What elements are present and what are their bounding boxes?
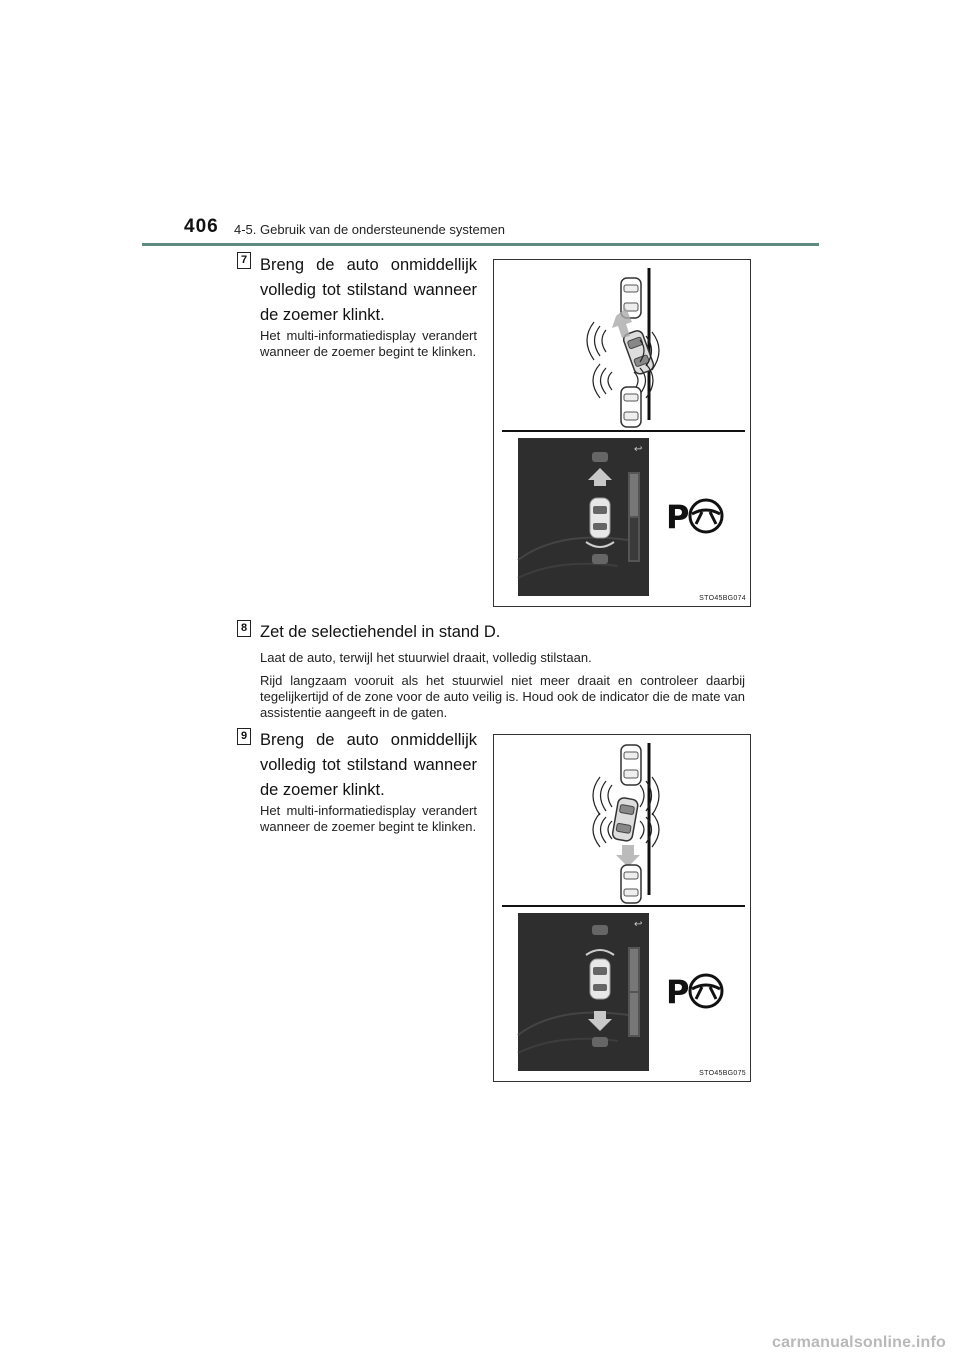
- parking-p-icon: P: [666, 498, 690, 536]
- watermark: carmanualsonline.info: [771, 1334, 946, 1351]
- forward-car-icon: [590, 959, 610, 999]
- sensor-segment: [592, 1037, 608, 1047]
- step-7-heading: Breng de auto onmiddellijk volledig tot stilstand wanneer de zoemer klinkt.: [260, 256, 477, 324]
- parking-scene-top: [593, 743, 659, 903]
- step-8-note-1: Laat de auto, terwijl het stuurwiel draait, volledig stilstaan.: [260, 650, 592, 665]
- step-8-note-2: Rijd langzaam vooruit als het stuurwiel niet meer draait en controleer daarbij tegelijkertijd of de zone voor de auto veilig is. Houd ook de indicator die de mate van assistentie aangeeft in de gaten.: [260, 673, 745, 720]
- parking-assist-symbol: [666, 973, 722, 1011]
- section-title: 4-5. Gebruik van de ondersteunende systemen: [234, 222, 506, 237]
- figure-code: STO45BG075: [699, 1070, 746, 1077]
- direction-arrow-icon: [616, 845, 640, 867]
- sensor-segment: [592, 554, 608, 564]
- page-number: 406: [184, 216, 219, 237]
- header-rule: [142, 243, 819, 246]
- figure-code: STO45BG074: [699, 595, 746, 602]
- forward-car-icon: [612, 797, 639, 842]
- figure-step-7: [493, 259, 751, 607]
- step-8-heading: Zet de selectiehendel in stand D.: [260, 623, 501, 641]
- parking-p-icon: P: [666, 973, 690, 1011]
- reversing-car-icon: [590, 498, 610, 538]
- parking-scene-top: [587, 268, 659, 427]
- step-badge-8: 8: [237, 620, 251, 637]
- assistance-indicator: [628, 947, 640, 1037]
- step-badge-9: 9: [237, 728, 251, 745]
- step-badge-7: 7: [237, 252, 251, 269]
- parking-assist-symbol: [666, 498, 722, 536]
- sensor-segment: [592, 452, 608, 462]
- step-9-heading: Breng de auto onmiddellijk volledig tot stilstand wanneer de zoemer klinkt.: [260, 731, 477, 799]
- parked-car-icon: [621, 745, 641, 785]
- multi-information-display: [518, 438, 649, 596]
- steering-wheel-icon: [690, 975, 722, 1007]
- multi-information-display: [518, 913, 649, 1071]
- sensor-segment: [592, 925, 608, 935]
- steering-wheel-icon: [690, 500, 722, 532]
- parked-car-icon: [621, 865, 641, 903]
- parked-car-icon: [621, 387, 641, 427]
- step-7-note: Het multi-informatiedisplay verandert wanneer de zoemer begint te klinken.: [260, 328, 477, 359]
- assistance-indicator: [628, 472, 640, 562]
- back-icon: ↩: [634, 444, 643, 455]
- step-9-note: Het multi-informatiedisplay verandert wanneer de zoemer begint te klinken.: [260, 803, 477, 834]
- figure-step-9: [493, 734, 751, 1082]
- back-icon: ↩: [634, 919, 643, 930]
